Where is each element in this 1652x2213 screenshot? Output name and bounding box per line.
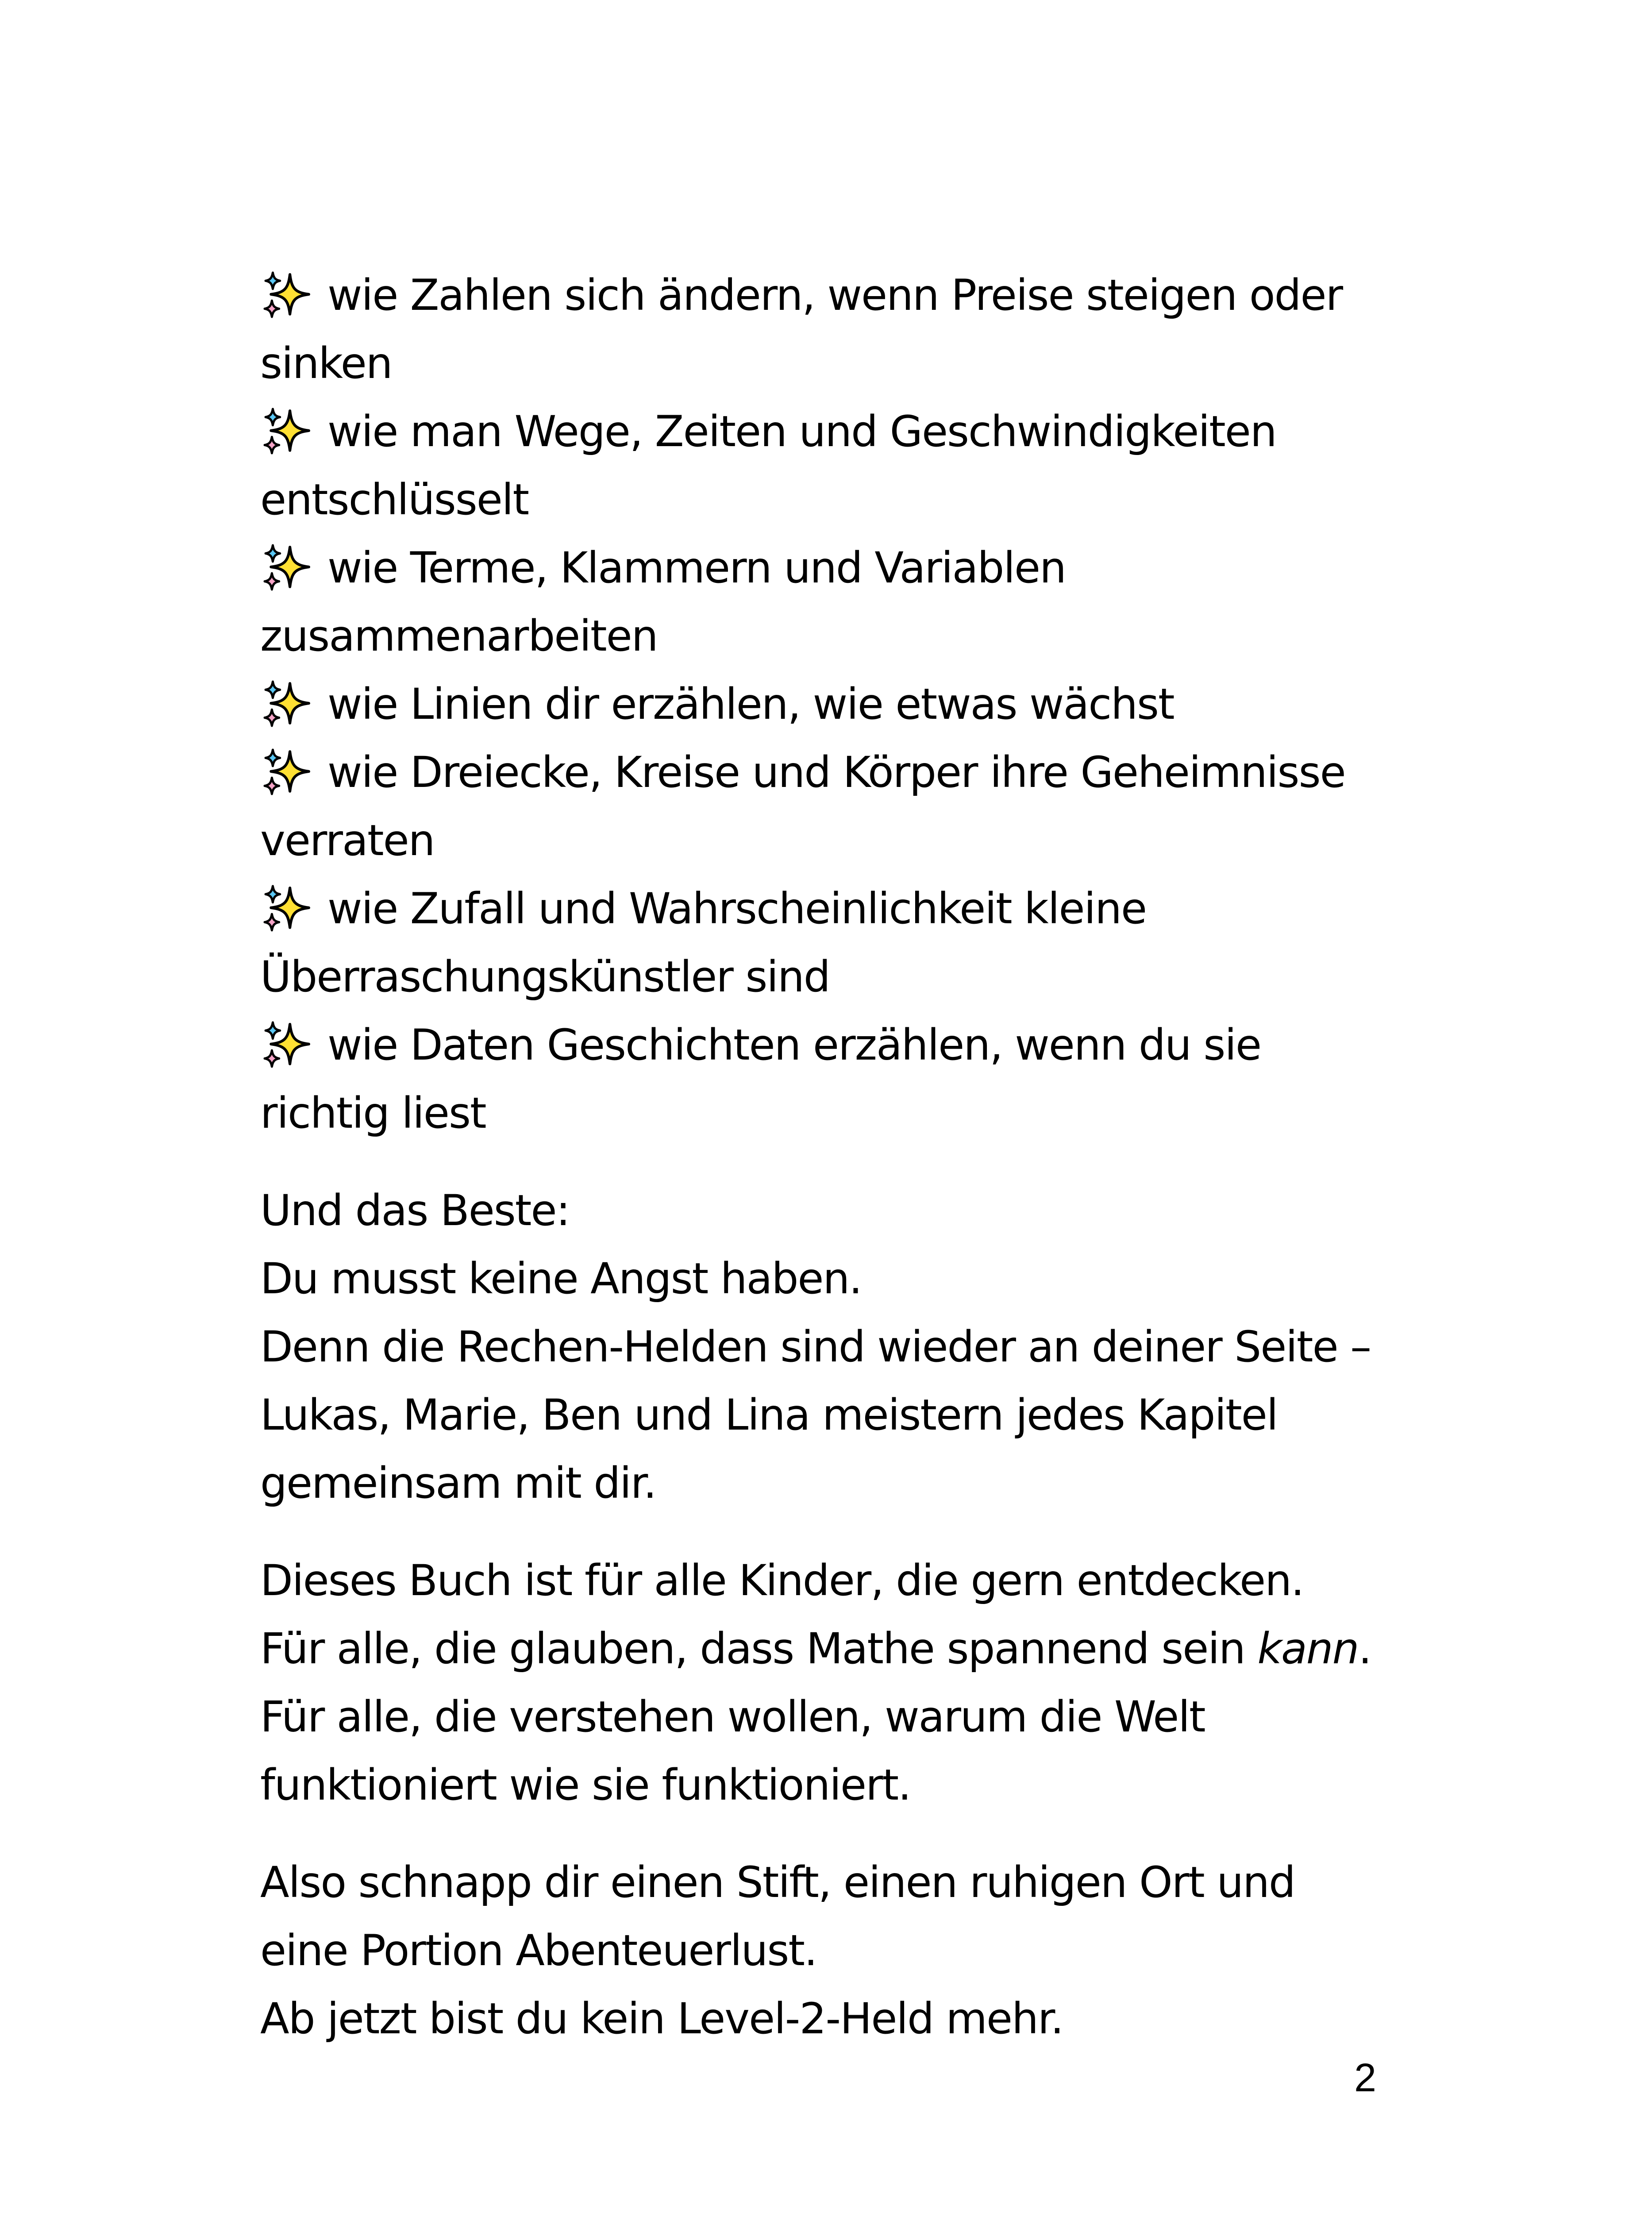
line-text: Für alle, die glauben, dass Mathe spannend sein	[260, 1624, 1258, 1673]
paragraph-line: Du musst keine Angst haben.	[260, 1254, 862, 1303]
list-item-text: wie Linien dir erzählen, wie etwas wächst	[327, 679, 1174, 729]
sparkles-icon	[260, 884, 314, 933]
sparkles-icon	[260, 544, 314, 592]
paragraph-line: Ab jetzt bist du kein Level-2-Held mehr.	[260, 1994, 1063, 2043]
emphasis-text: kann	[1257, 1624, 1359, 1673]
paragraph-call-to-action	[260, 1848, 1393, 2053]
page-content	[260, 261, 1393, 2053]
paragraph-line: Dieses Buch ist für alle Kinder, die gern entdecken.	[260, 1556, 1304, 1605]
list-item-text: wie Zahlen sich ändern, wenn Preise steigen oder sinken	[260, 270, 1343, 388]
sparkles-icon	[260, 748, 314, 797]
list-item-text: wie man Wege, Zeiten und Geschwindigkeiten entschlüsselt	[260, 407, 1276, 524]
list-item	[260, 261, 1393, 397]
paragraph-line: Also schnapp dir einen Stift, einen ruhigen Ort und eine Portion Abenteuerlust.	[260, 1858, 1295, 1975]
list-item-text: wie Dreiecke, Kreise und Körper ihre Geheimnisse verraten	[260, 748, 1345, 865]
list-item	[260, 534, 1393, 670]
sparkles-icon	[260, 1021, 314, 1069]
paragraph-audience	[260, 1546, 1393, 1819]
paragraph-best	[260, 1176, 1393, 1517]
list-item-text: wie Daten Geschichten erzählen, wenn du sie richtig liest	[260, 1020, 1261, 1138]
page-number: 2	[1354, 2056, 1377, 2100]
paragraph-line: Für alle, die verstehen wollen, warum die Welt funktioniert wie sie funktioniert.	[260, 1692, 1205, 1810]
feature-list	[260, 261, 1393, 1147]
list-item	[260, 875, 1393, 1011]
list-item	[260, 670, 1393, 738]
list-item	[260, 397, 1393, 534]
paragraph-line: Denn die Rechen-Helden sind wieder an deiner Seite – Lukas, Marie, Ben und Lina meistern jedes Kapitel gemeinsam mit dir.	[260, 1322, 1371, 1508]
sparkles-icon	[260, 407, 314, 456]
list-item-text: wie Terme, Klammern und Variablen zusammenarbeiten	[260, 543, 1066, 661]
sparkles-icon	[260, 680, 314, 729]
list-item-text: wie Zufall und Wahrscheinlichkeit kleine Überraschungskünstler sind	[260, 884, 1147, 1002]
sparkles-icon	[260, 271, 314, 320]
paragraph-line: Und das Beste:	[260, 1186, 570, 1235]
paragraph-line	[260, 1615, 1393, 1683]
list-item	[260, 1011, 1393, 1147]
list-item	[260, 738, 1393, 875]
line-text: .	[1358, 1624, 1371, 1673]
